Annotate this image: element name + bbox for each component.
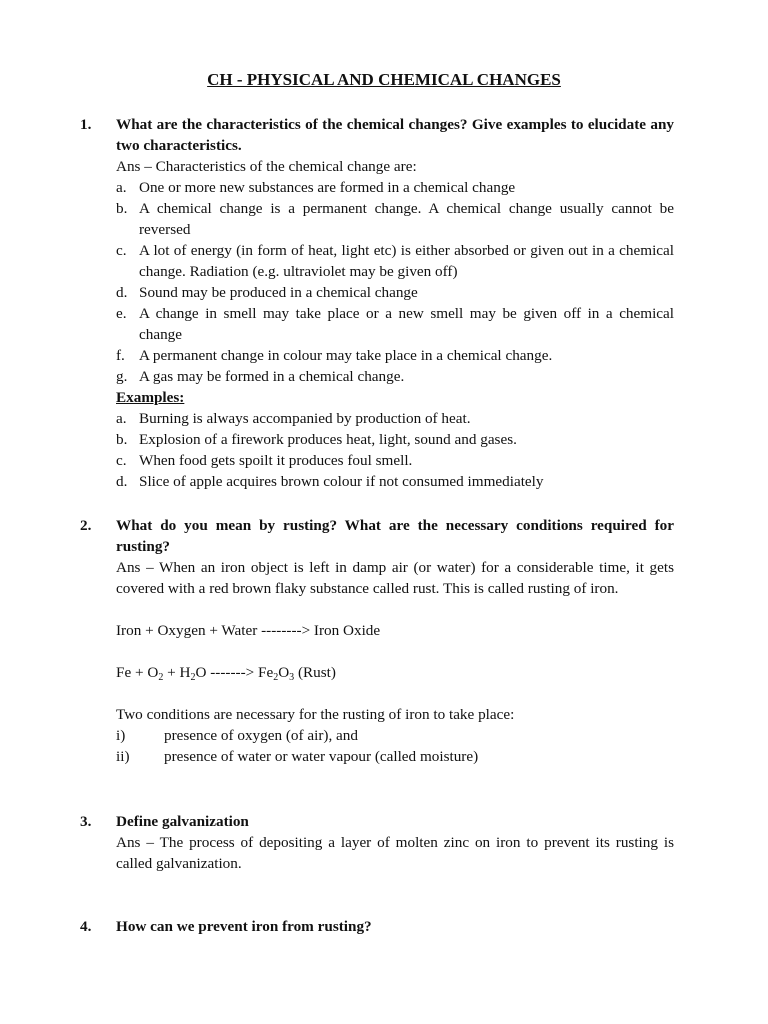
question-text: What do you mean by rusting? What are the necessary conditions required for rusting? [116,517,674,555]
formula-subscript: 2 [273,672,279,683]
conditions-intro: Two conditions are necessary for the rusting of iron to take place: [116,706,515,723]
item-label: c. [116,242,127,259]
item-text: One or more new substances are formed in a chemical change [139,179,516,196]
item-text: presence of oxygen (of air), and [164,727,358,744]
question-number: 3. [80,813,92,830]
list-item [116,177,674,198]
answer-text: Ans – The process of depositing a layer of molten zinc on iron to prevent its rusting is called galvanization. [116,834,674,872]
list-item [116,471,674,492]
item-text: A gas may be formed in a chemical change. [139,368,405,385]
question-number: 4. [80,918,92,935]
formula-subscript: 3 [289,672,295,683]
examples-list [116,408,674,492]
word-equation: Iron + Oxygen + Water --------> Iron Oxide [116,622,381,639]
item-label: i) [116,727,126,744]
list-item [116,746,674,767]
item-label: b. [116,200,128,217]
list-item [116,282,674,303]
question-text: What are the characteristics of the chemical changes? Give examples to elucidate any two characteristics. [116,116,674,154]
list-item [116,366,674,387]
question-text: How can we prevent iron from rusting? [116,918,372,935]
list-item [116,303,674,345]
formula-part: O -------> Fe [195,664,274,681]
item-label: ii) [116,748,130,765]
item-label: g. [116,368,128,385]
item-label: d. [116,473,128,490]
formula-subscript: 2 [190,672,196,683]
item-text: Burning is always accompanied by production of heat. [139,410,471,427]
formula-part: + H [163,664,191,681]
page-title: CH - PHYSICAL AND CHEMICAL CHANGES [207,70,561,89]
chemical-equation [116,662,674,683]
formula-part: (Rust) [294,664,336,681]
question-number: 1. [80,116,92,133]
question-2 [80,515,674,767]
question-4 [80,916,674,937]
item-text: Sound may be produced in a chemical change [139,284,418,301]
item-text: presence of water or water vapour (called moisture) [164,748,479,765]
item-label: e. [116,305,127,322]
list-item [116,450,674,471]
list-item [116,408,674,429]
formula-subscript: 2 [158,672,164,683]
answer-text: Ans – When an iron object is left in damp air (or water) for a considerable time, it gets covered with a red brown flaky substance called rust. This is called rusting of iron. [116,559,674,597]
question-1 [80,114,674,492]
item-label: d. [116,284,128,301]
item-text: When food gets spoilt it produces foul smell. [139,452,413,469]
question-number: 2. [80,517,92,534]
list-item [116,429,674,450]
item-label: a. [116,410,127,427]
item-text: A lot of energy (in form of heat, light etc) is either absorbed or given out in a chemical change. Radiation (e.g. ultraviolet may be given off) [139,242,674,280]
item-label: a. [116,179,127,196]
item-label: c. [116,452,127,469]
item-label: f. [116,347,125,364]
list-item [116,240,674,282]
item-text: Explosion of a firework produces heat, light, sound and gases. [139,431,517,448]
item-text: A permanent change in colour may take place in a chemical change. [139,347,553,364]
item-text: A change in smell may take place or a new smell may be given off in a chemical change [139,305,674,343]
item-text: Slice of apple acquires brown colour if not consumed immediately [139,473,544,490]
examples-heading: Examples: [116,389,185,406]
item-label: b. [116,431,128,448]
list-item [116,725,674,746]
list-item [116,345,674,366]
question-3 [80,811,674,874]
characteristics-list [116,177,674,387]
answer-intro: Ans – Characteristics of the chemical change are: [116,158,417,175]
question-text: Define galvanization [116,813,249,830]
list-item [116,198,674,240]
formula-part: O [278,664,290,681]
formula-part: Fe + O [116,664,159,681]
item-text: A chemical change is a permanent change. A chemical change usually cannot be reversed [139,200,674,238]
